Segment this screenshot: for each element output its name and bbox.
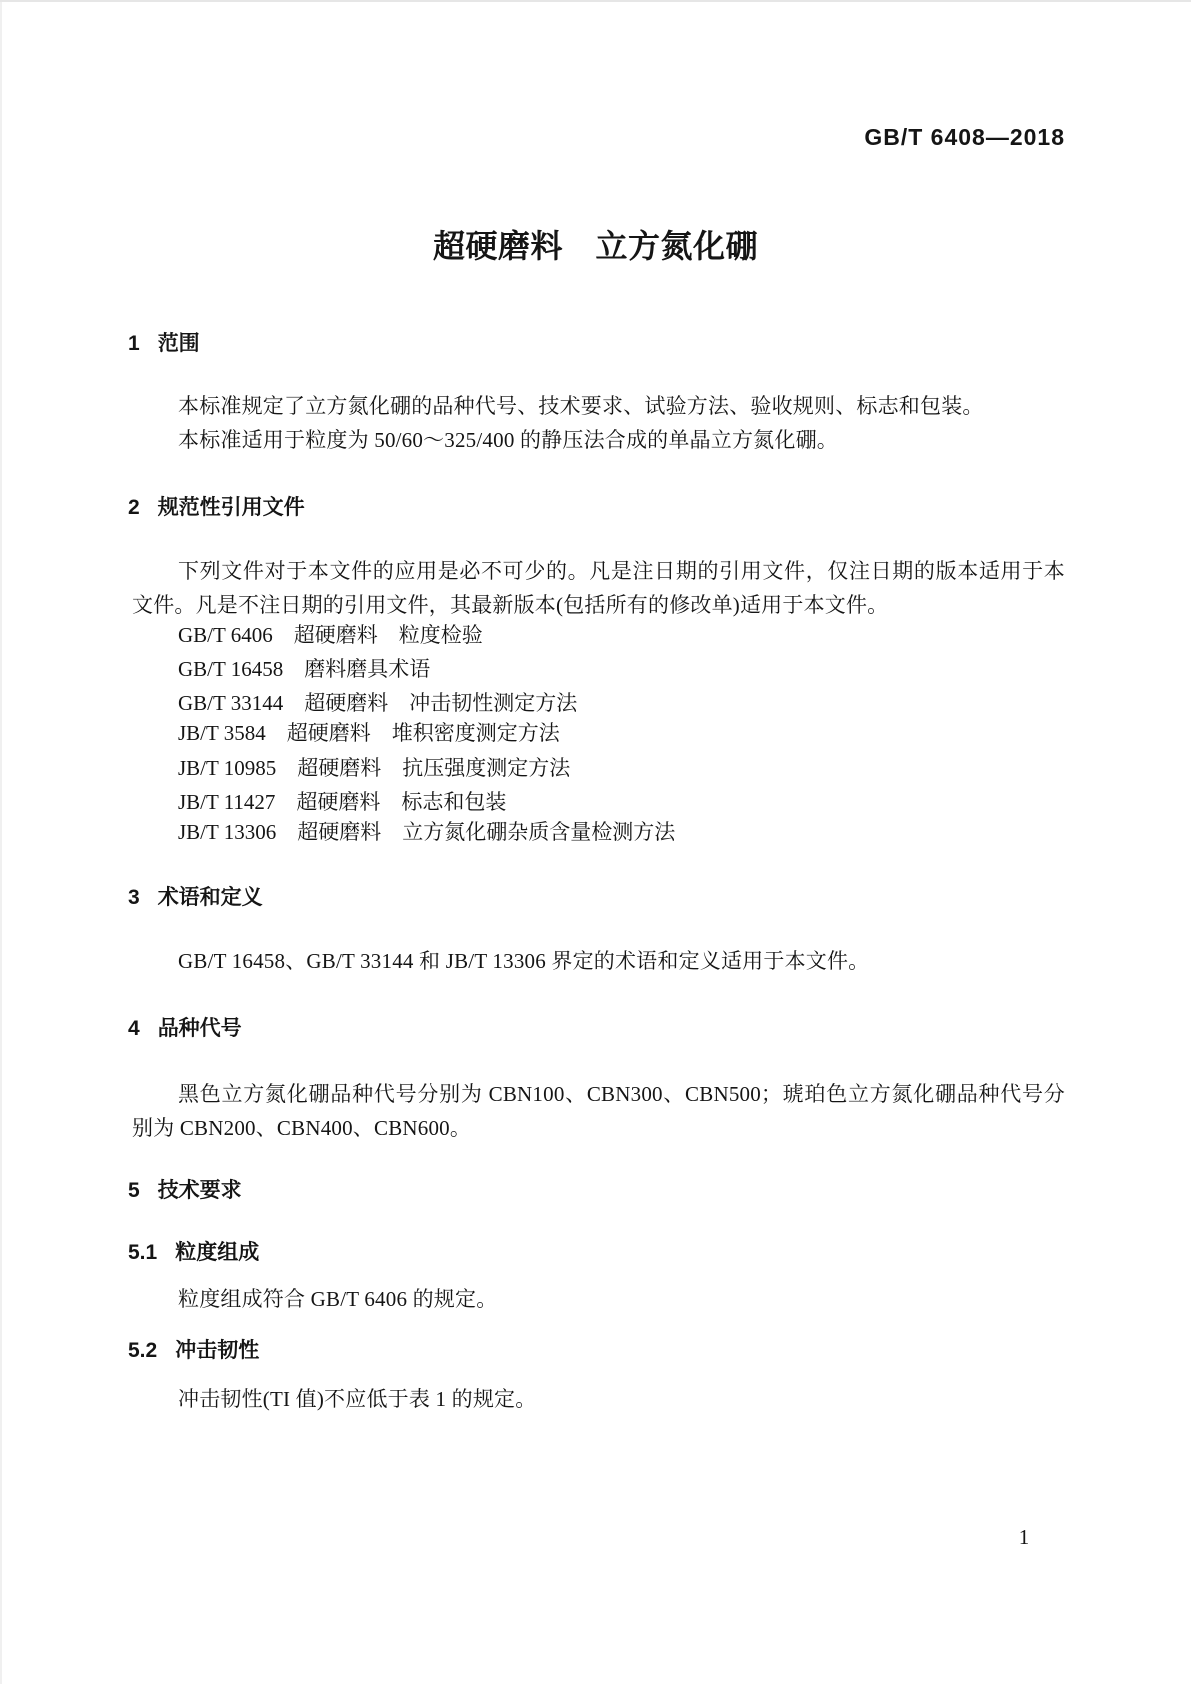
reference-item: JB/T 3584 超硬磨料 堆积密度测定方法 bbox=[178, 721, 560, 745]
section-3-title: 术语和定义 bbox=[157, 886, 263, 909]
section-4-paragraph-1: 黑色立方氮化硼品种代号分别为 CBN100、CBN300、CBN500；琥珀色立方氮化硼品种代号分别为 CBN200、CBN400、CBN600。 bbox=[132, 1082, 1065, 1140]
section-1-title: 范围 bbox=[157, 332, 200, 355]
reference-item: GB/T 6406 超硬磨料 粒度检验 bbox=[178, 623, 483, 647]
section-5-1-title: 粒度组成 bbox=[175, 1241, 260, 1264]
section-4-heading bbox=[128, 1012, 242, 1046]
section-3-heading bbox=[128, 881, 263, 915]
section-3-paragraph-1: GB/T 16458、GB/T 33144 和 JB/T 13306 界定的术语和定义适用于本文件。 bbox=[178, 949, 870, 973]
section-5-2-title: 冲击韧性 bbox=[175, 1339, 260, 1362]
reference-item: JB/T 11427 超硬磨料 标志和包装 bbox=[178, 790, 507, 814]
section-5-2-number: 5.2 bbox=[128, 1339, 158, 1362]
standard-code: GB/T 6408—2018 bbox=[864, 124, 1065, 150]
section-1-number: 1 bbox=[128, 332, 140, 355]
reference-item: GB/T 33144 超硬磨料 冲击韧性测定方法 bbox=[178, 691, 578, 715]
section-4-title: 品种代号 bbox=[157, 1017, 242, 1040]
section-3-number: 3 bbox=[128, 886, 140, 909]
section-5-2-heading bbox=[128, 1334, 259, 1368]
reference-item: JB/T 10985 超硬磨料 抗压强度测定方法 bbox=[178, 756, 571, 780]
section-5-1-number: 5.1 bbox=[128, 1241, 158, 1264]
reference-item: GB/T 16458 磨料磨具术语 bbox=[178, 657, 431, 681]
section-1-paragraph-1: 本标准规定了立方氮化硼的品种代号、技术要求、试验方法、验收规则、标志和包装。 bbox=[178, 394, 984, 418]
section-2-paragraph-1: 下列文件对于本文件的应用是必不可少的。凡是注日期的引用文件，仅注日期的版本适用于本文件。凡是不注日期的引用文件，其最新版本(包括所有的修改单)适用于本文件。 bbox=[132, 559, 1065, 617]
section-2-title: 规范性引用文件 bbox=[157, 496, 305, 519]
section-5-title: 技术要求 bbox=[157, 1179, 242, 1202]
section-4-number: 4 bbox=[128, 1017, 140, 1040]
section-5-number: 5 bbox=[128, 1179, 140, 1202]
section-1-paragraph-2: 本标准适用于粒度为 50/60～325/400 的静压法合成的单晶立方氮化硼。 bbox=[178, 428, 838, 452]
section-2-heading bbox=[128, 491, 305, 525]
reference-item: JB/T 13306 超硬磨料 立方氮化硼杂质含量检测方法 bbox=[178, 820, 676, 844]
document-title: 超硬磨料 立方氮化硼 bbox=[432, 228, 758, 264]
page-number: 1 bbox=[1018, 1525, 1030, 1549]
section-1-heading bbox=[128, 327, 200, 361]
section-5-1-paragraph-1: 粒度组成符合 GB/T 6406 的规定。 bbox=[178, 1287, 498, 1311]
section-5-heading bbox=[128, 1174, 242, 1208]
section-5-2-paragraph-1: 冲击韧性(TI 值)不应低于表 1 的规定。 bbox=[178, 1387, 537, 1411]
section-5-1-heading bbox=[128, 1236, 259, 1270]
section-2-number: 2 bbox=[128, 496, 140, 519]
